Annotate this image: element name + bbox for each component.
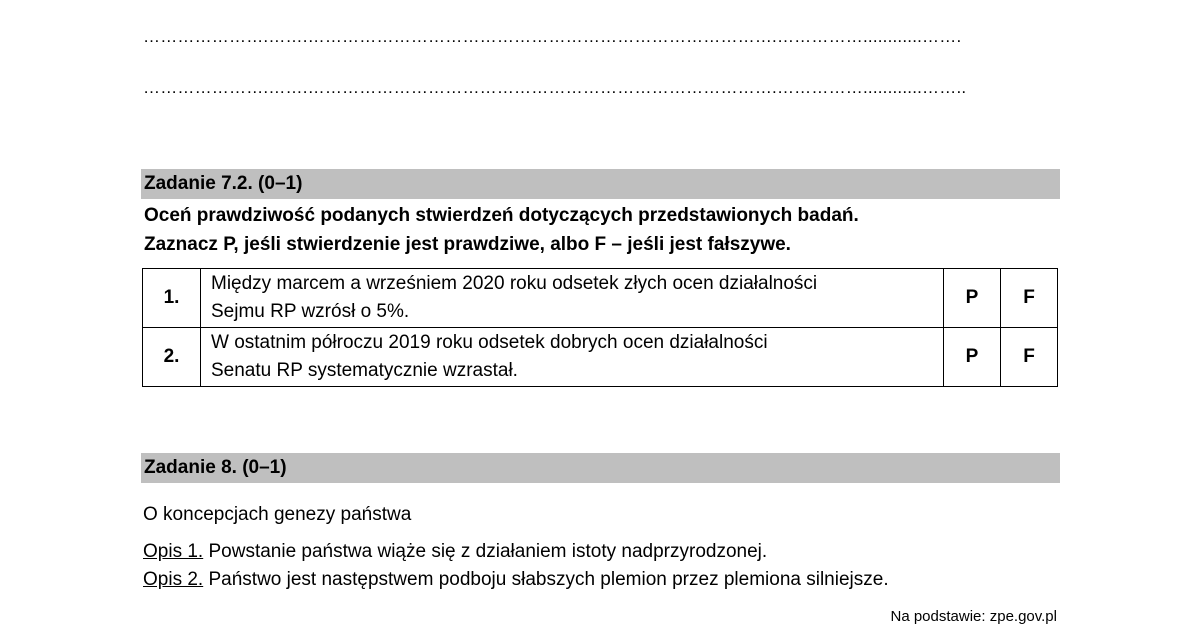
statement-text: [201, 328, 944, 387]
statement-line: W ostatnim półroczu 2019 roku odsetek dobrych ocen działalności: [211, 332, 768, 353]
option-true-cell[interactable]: P: [944, 328, 1001, 387]
statement-line: Sejmu RP wzrósł o 5%.: [211, 301, 410, 322]
table-row: [143, 269, 1058, 328]
description-label: Opis 2.: [143, 569, 204, 590]
task-7-2-instruction: [144, 201, 859, 259]
statement-number: 2.: [143, 328, 201, 387]
table-row: [143, 328, 1058, 387]
option-false-cell[interactable]: F: [1001, 269, 1058, 328]
statement-line: Senatu RP systematycznie wzrastał.: [211, 360, 518, 381]
instruction-line-2: Zaznacz P, jeśli stwierdzenie jest prawdziwe, albo F – jeśli jest fałszywe.: [144, 234, 791, 255]
statement-text: [201, 269, 944, 328]
description-2: [143, 567, 889, 593]
answer-line-1[interactable]: ………………….…….……………………………………………………………………….……………............…….: [143, 27, 962, 46]
source-note: Na podstawie: zpe.gov.pl: [890, 608, 1057, 625]
description-label: Opis 1.: [143, 541, 204, 562]
statement-number: 1.: [143, 269, 201, 328]
description-text: Powstanie państwa wiąże się z działaniem istoty nadprzyrodzonej.: [203, 541, 768, 562]
option-true-cell[interactable]: P: [944, 269, 1001, 328]
true-false-table: [142, 268, 1058, 387]
instruction-line-1: Oceń prawdziwość podanych stwierdzeń dotyczących przedstawionych badań.: [144, 205, 859, 226]
option-false-cell[interactable]: F: [1001, 328, 1058, 387]
answer-line-2[interactable]: ………………….…….……………………………………………………………………….……………............……..: [143, 78, 967, 97]
statement-line: Między marcem a wrześniem 2020 roku odsetek złych ocen działalności: [211, 273, 818, 294]
task-8-header: Zadanie 8. (0–1): [141, 453, 1060, 483]
task-8-intro: O koncepcjach genezy państwa: [143, 504, 412, 525]
task-7-2-header: Zadanie 7.2. (0–1): [141, 169, 1060, 199]
description-1: [143, 539, 767, 565]
description-text: Państwo jest następstwem podboju słabszych plemion przez plemiona silniejsze.: [203, 569, 889, 590]
